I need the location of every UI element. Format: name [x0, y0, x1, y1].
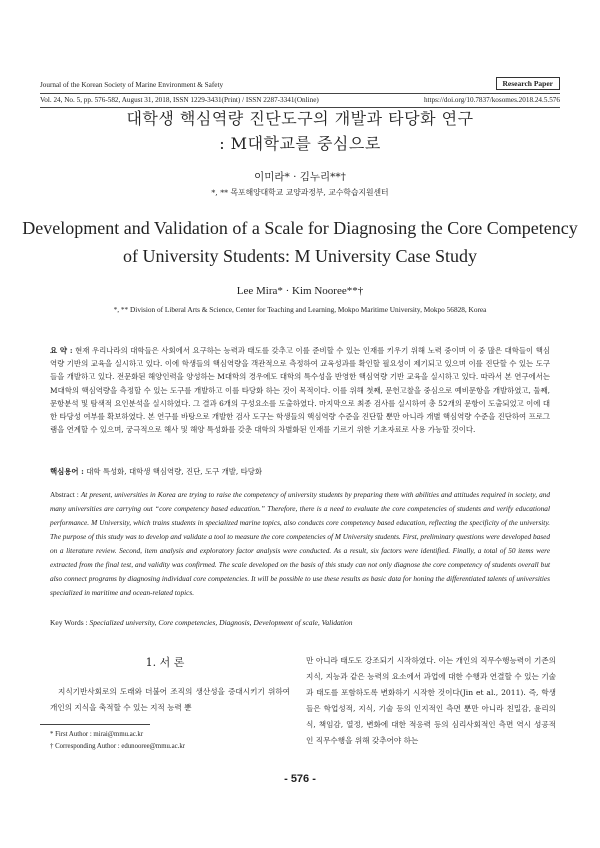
english-abstract-text: At present, universities in Korea are trying to raise the competency of university students by preparing them with abilities and attitudes required in society, and many universities are carrying out “core competency based education.” Therefore, there is a need to evaluate the core competencies of students and verify educational performance. M University, which trains students in specialized marine topics, also conducts core competency based education, reflecting the specificity of the university. The purpose of this study was to develop and validate a tool to measure the core competencies of M University students. First, preliminary questions were developed based on a literature review. Second, item analysis and exploratory factor analysis were conducted. As a result, six factors were identified. Finally, a total of 50 items were extracted from the final test, and validity was confirmed. The scale developed on the basis of this study can not only diagnose the core competency of students overall but also connect programs by diagnosing individual core competencies. It will be possible to use these results as basic data for honing the differentiated talents of universities specialized in maritime and ocean-related topics.	[50, 490, 551, 597]
header-rule-top	[40, 93, 560, 94]
korean-abstract-label: 요 약 :	[50, 346, 73, 355]
english-abstract	[50, 488, 550, 600]
english-title-line1: Development and Validation of a Scale for Diagnosing the Core Competency	[22, 218, 578, 238]
english-authors: Lee Mira* · Kim Nooree**†	[236, 285, 364, 297]
korean-keywords-text: 대학 특성화, 대학생 핵심역량, 진단, 도구 개발, 타당화	[86, 467, 262, 476]
korean-affiliation: *, ** 목포해양대학교 교양과정부, 교수학습지원센터	[211, 188, 389, 197]
english-keywords-text: Specialized university, Core competencies, Diagnosis, Development of scale, Validation	[89, 618, 353, 627]
body-column-right: 만 아니라 태도도 강조되기 시작하였다. 이는 개인의 직무수행능력이 기존의 지식, 지능과 같은 능력의 요소에서 과업에 대한 수행과 연결할 수 있는 기술과 태도를 포함하도록 변화하기 시작한 것이다(Jin et al., 2011). 즉, 학생들은 학업성적, 지식, 기술 등의 인지적인 측면 뿐만 아니라 친밀감, 윤리의식, 책임감, 열정, 변화에 대한 적응력 등의 심리사회적인 측면 역시 성공적인 직무수행을 위해 갖추어야 하는	[306, 656, 556, 745]
korean-abstract-text: 현재 우리나라의 대학들은 사회에서 요구하는 능력과 태도를 갖추고 이를 준비할 수 있는 인재를 키우기 위해 노력 중이며 이 중 많은 대학들이 핵심역량 기반의 교육을 실시하고 있다. 이에 학생들의 핵심역량을 객관적으로 측정하여 교육성과를 확인할 필요성이 제기되고 있으며 이를 진단할 수 있는 도구들을 개발하고 있다. 전문화된 해양인력을 양성하는 M대학의 경우에도 대학의 특수성을 반영한 핵심역량 기반 교육을 실시하고 있다. 따라서 본 연구에서는 M대학의 핵심역량을 측정할 수 있는 도구를 개발하고 이를 타당화 하는 것이 목적이다. 이를 위해 첫째, 문헌고찰을 중심으로 예비문항을 개발하였고, 둘째, 문항분석 및 탐색적 요인분석을 실시하였다. 그 결과 6개의 구성요소를 도출하였다. 마지막으로 최종 검사를 실시하여 총 52개의 문항이 도출되었고 이에 대한 타당성 여부를 확보하였다. 본 연구를 바탕으로 개발한 검사 도구는 학생들의 핵심역량 수준을 진단할 뿐만 아니라 개별 핵심역량 수준을 진단하여 프로그램을 연계할 수 있으며, 궁극적으로 해사 및 해양 특성화를 갖춘 대학의 차별화된 인재를 기르기 위한 기초자료로 사용 가능할 것이다.	[50, 346, 551, 435]
journal-name: Journal of the Korean Society of Marine Environment & Safety	[40, 81, 224, 89]
footnote-corresponding-author: † Corresponding Author : edunooree@mmu.ac.kr	[50, 743, 185, 750]
english-title-line2: of University Students: M University Case Study	[123, 246, 477, 266]
body-column-left: 지식기반사회로의 도래와 더불어 조직의 생산성을 증대시키기 위하여 개인의 지식을 축적할 수 있는 지적 능력 뿐	[50, 687, 290, 712]
english-abstract-label: Abstract :	[50, 490, 79, 499]
page-number: - 576 -	[284, 773, 316, 785]
korean-title-line2: : M대학교를 중심으로	[219, 134, 381, 153]
section-title: 1. 서 론	[145, 656, 185, 669]
english-keywords-label: Key Words :	[50, 618, 88, 627]
korean-keywords	[50, 466, 262, 477]
korean-authors: 이미라* · 김누리**†	[254, 171, 346, 183]
doi-link[interactable]: https://doi.org/10.7837/kosomes.2018.24.5.576	[423, 96, 560, 104]
english-affiliation: *, ** Division of Liberal Arts & Science, Center for Teaching and Learning, Mokpo Maritime University, Mokpo 56828, Korea	[113, 305, 487, 314]
footnote-rule	[40, 724, 150, 725]
korean-abstract	[50, 344, 550, 436]
article-type-badge: Research Paper	[496, 77, 560, 90]
english-keywords	[50, 618, 352, 627]
korean-title-line1: 대학생 핵심역량 진단도구의 개발과 타당화 연구	[126, 109, 474, 128]
footnote-first-author: * First Author : mirai@mmu.ac.kr	[50, 731, 144, 738]
korean-keywords-label: 핵심용어 :	[50, 467, 84, 476]
volume-info: Vol. 24, No. 5, pp. 576-582, August 31, 2018, ISSN 1229-3431(Print) / ISSN 2287-3341(Online)	[40, 96, 319, 104]
